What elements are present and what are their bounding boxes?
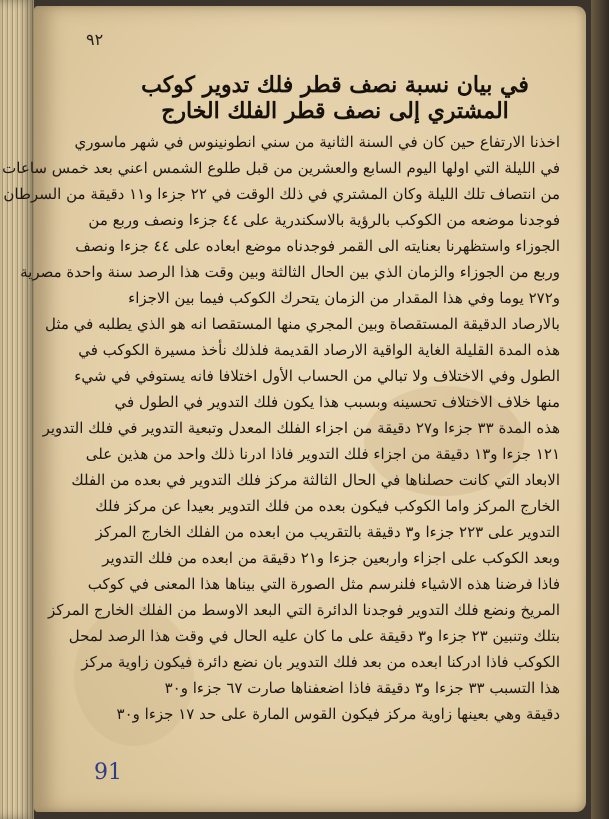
text-line: هذه المدة القليلة الغاية الواقية الارصاد القديمة فلذلك نأخذ مسيرة الكوكب في xyxy=(78,341,560,359)
text-line: وبعد الكوكب على اجزاء واربعين جزءا و٢١ دقيقة من ابعده من فلك التدوير xyxy=(102,549,560,567)
text-line: بتلك وتنبين ٢٣ جزءا و٣ دقيقة على ما كان عليه الحال في وقت هذا الرصد لمحل xyxy=(68,627,560,645)
text-line: الجوزاء واستظهرنا بعنايته الى القمر فوجدناه موضع ابعاده على ٤٤ جزءا ونصف xyxy=(75,237,560,255)
book-right-edge xyxy=(591,0,609,819)
text-line: دقيقة وهي بعينها زاوية مركز فيكون القوس المارة على حد ١٧ جزءا و٣٠ xyxy=(116,705,560,723)
text-line: ١٢١ جزءا و١٣ دقيقة من اجزاء فلك التدوير فاذا ادرنا ذلك واحد من هذين على xyxy=(85,445,560,463)
text-line: منها خلاف الاختلاف تحسينه وبسبب هذا يكون فلك التدوير في الطول في xyxy=(114,393,560,411)
text-line: فاذا فرضنا هذه الاشياء فلنرسم مثل الصورة التي بيناها هذا المعنى في كوكب xyxy=(87,575,560,593)
book-page-edges xyxy=(0,0,34,819)
text-line: الطول وفي الاختلاف ولا تبالي من الحساب الأول اختلافا فانه يستوفي في شيء xyxy=(74,367,560,385)
chapter-heading-line-1: في بيان نسبة نصف قطر فلك تدوير كوكب xyxy=(141,72,529,98)
text-line: الخارج المركز واما الكوكب فيكون بعده من فلك التدوير بعيدا عن مركز فلك xyxy=(95,497,560,515)
folio-number-top: ٩٢ xyxy=(86,30,104,49)
text-line: التدوير على ٢٢٣ جزءا و٣ دقيقة بالتقريب من ابعده من الفلك الخارج المركز xyxy=(95,523,560,541)
text-line: فوجدنا موضعه من الكوكب بالرؤية بالاسكندرية على ٤٤ جزءا ونصف وربع من xyxy=(88,211,560,229)
folio-number-bottom: 91 xyxy=(94,760,122,785)
chapter-heading-line-2: المشتري إلى نصف قطر الفلك الخارج xyxy=(161,98,509,124)
text-line: المريخ ونضع فلك التدوير فوجدنا الدائرة التي البعد الاوسط من الفلك الخارج المركز xyxy=(48,601,560,619)
text-line: اخذنا الارتفاع حين كان في السنة الثانية من سني انطونينوس في شهر ماسوري xyxy=(74,133,560,151)
text-line: بالارصاد الدقيقة المستقصاة وبين المجري منها المستقصا انه هو الذي يطلبه في مثل xyxy=(44,315,560,333)
text-line: هذا التسبب ٣٣ جزءا و٣ دقيقة فاذا اضعفناها صارت ٦٧ جزءا و٣٠ xyxy=(164,679,560,697)
text-line: من انتصاف تلك الليلة وكان المشتري في ذلك الوقت في ٢٢ جزءا و١١ دقيقة من السرطان xyxy=(3,185,560,203)
text-line: الابعاد التي كانت حصلناها في الحال الثالثة مركز فلك التدوير في بعده من الفلك xyxy=(71,471,560,489)
text-line: هذه المدة ٣٣ جزءا و٢٧ دقيقة من اجزاء الفلك المعدل وتبعية التدوير في فلك التدوير xyxy=(42,419,560,437)
text-line: و٢٧٢ يوما وفي هذا المقدار من الزمان يتحرك الكوكب فيما بين الاجزاء xyxy=(128,289,560,307)
text-line: في الليلة التي اولها اليوم السابع والعشرين من قبل طلوع الشمس اعني بعد خمس ساعات xyxy=(2,159,560,177)
text-line: وربع من الجوزاء والزمان الذي بين الحال الثالثة وبين وقت هذا الرصد سنة واحدة مصرية xyxy=(20,263,560,281)
text-line: الكوكب فاذا ادركنا ابعده من بعد فلك التدوير بان نضع دائرة فيكون زاوية مركز xyxy=(81,653,560,671)
